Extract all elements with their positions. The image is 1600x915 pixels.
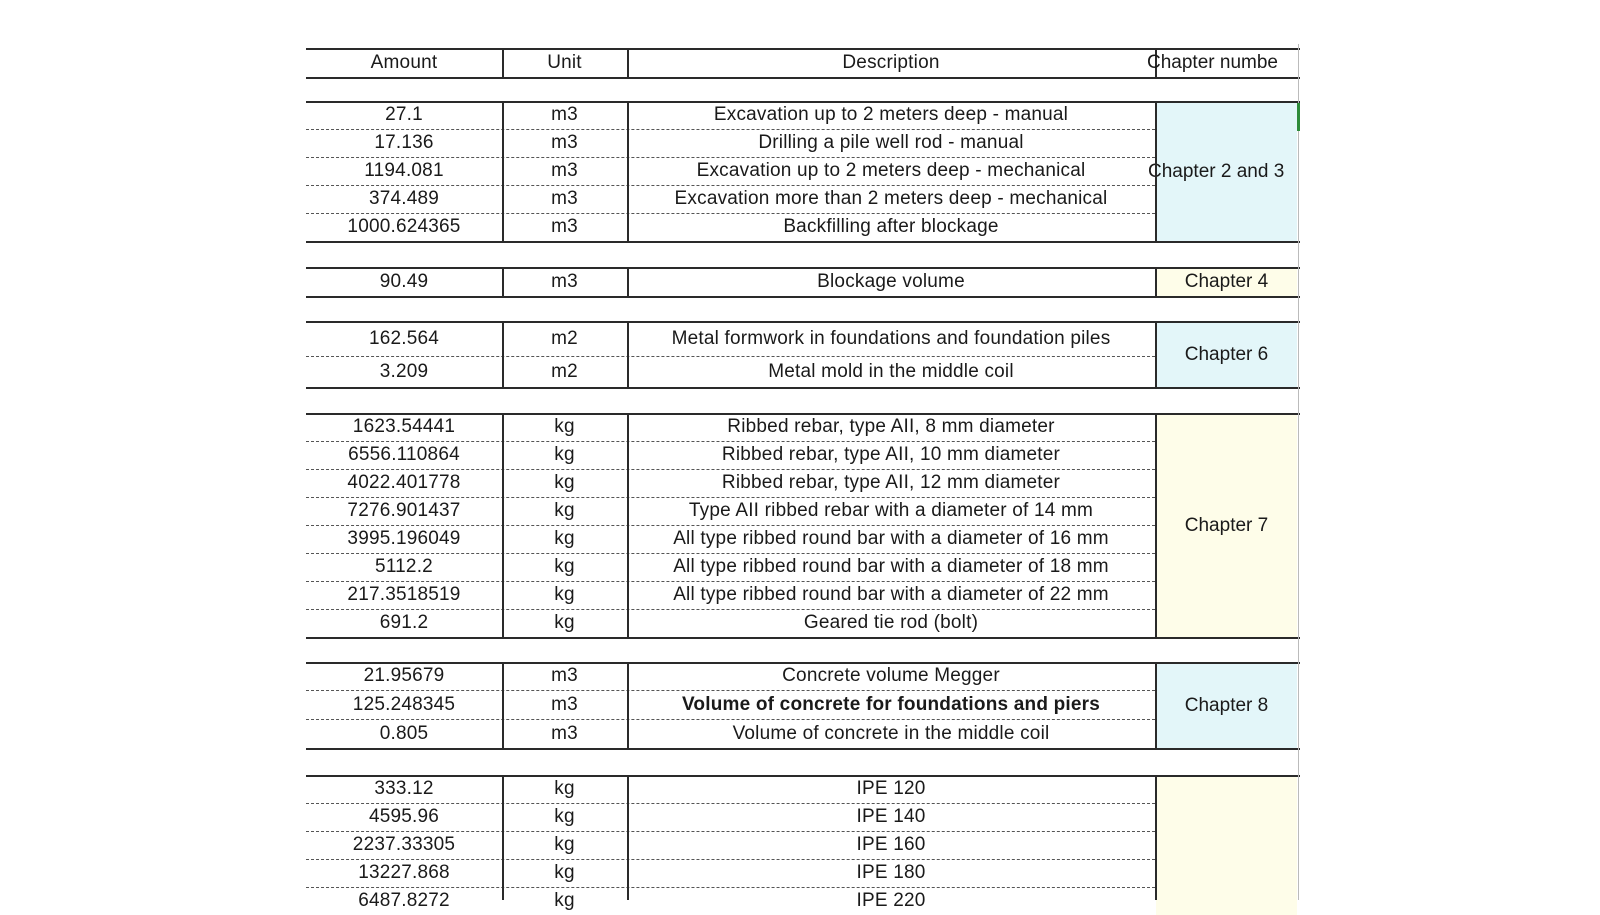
chapter-cell[interactable] bbox=[1156, 268, 1297, 296]
unit-cell[interactable]: m3 bbox=[551, 216, 578, 237]
description-cell[interactable]: Backfilling after blockage bbox=[783, 216, 999, 237]
amount-cell[interactable]: 7276.901437 bbox=[347, 500, 461, 521]
grid-line bbox=[306, 637, 1300, 639]
grid-line bbox=[306, 77, 1300, 79]
column-divider bbox=[1155, 662, 1157, 748]
column-divider bbox=[1155, 775, 1157, 900]
amount-cell[interactable]: 1623.54441 bbox=[352, 416, 456, 437]
unit-cell[interactable]: kg bbox=[554, 862, 575, 883]
amount-cell[interactable]: 21.95679 bbox=[363, 665, 445, 686]
unit-cell[interactable]: kg bbox=[554, 500, 575, 521]
description-cell[interactable]: IPE 140 bbox=[856, 806, 926, 827]
unit-cell[interactable]: m3 bbox=[551, 693, 578, 715]
unit-cell[interactable]: m3 bbox=[551, 665, 578, 686]
chapter-label: Chapter 7 bbox=[1184, 514, 1269, 536]
description-cell[interactable]: Geared tie rod (bolt) bbox=[803, 612, 979, 633]
header-description[interactable]: Description bbox=[842, 51, 940, 73]
unit-cell[interactable]: m2 bbox=[551, 360, 578, 382]
chapter-label: Chapter 4 bbox=[1184, 271, 1269, 292]
amount-cell[interactable]: 4595.96 bbox=[368, 806, 440, 827]
unit-cell[interactable]: m3 bbox=[551, 188, 578, 209]
description-cell[interactable]: Type AII ribbed rebar with a diameter of 14 mm bbox=[688, 500, 1094, 521]
chapter-cell[interactable] bbox=[1156, 776, 1297, 915]
column-divider bbox=[1155, 413, 1157, 637]
unit-cell[interactable]: kg bbox=[554, 890, 575, 911]
column-divider bbox=[1155, 267, 1157, 296]
description-cell[interactable]: Ribbed rebar, type AII, 12 mm diameter bbox=[721, 472, 1061, 493]
chapter-cell[interactable] bbox=[1156, 663, 1297, 748]
amount-cell[interactable]: 13227.868 bbox=[358, 862, 450, 883]
column-divider bbox=[1155, 101, 1157, 241]
column-divider bbox=[1155, 321, 1157, 387]
grid-line bbox=[306, 296, 1300, 298]
amount-cell[interactable]: 1194.081 bbox=[364, 160, 444, 181]
chapter-label: Chapter 2 and 3 bbox=[1148, 160, 1285, 182]
unit-cell[interactable]: kg bbox=[554, 556, 575, 577]
amount-cell[interactable]: 125.248345 bbox=[352, 693, 456, 715]
unit-cell[interactable]: m3 bbox=[551, 104, 578, 125]
unit-cell[interactable]: kg bbox=[554, 834, 575, 855]
unit-cell[interactable]: kg bbox=[554, 584, 575, 605]
unit-cell[interactable]: m3 bbox=[551, 270, 578, 292]
grid-line bbox=[306, 748, 1300, 750]
unit-cell[interactable]: m3 bbox=[551, 132, 578, 153]
amount-cell[interactable]: 374.489 bbox=[368, 188, 440, 209]
description-cell[interactable]: Excavation more than 2 meters deep - mechanical bbox=[674, 188, 1108, 209]
chapter-label: Chapter 8 bbox=[1184, 694, 1269, 716]
amount-cell[interactable]: 6487.8272 bbox=[358, 890, 450, 911]
description-cell[interactable]: Excavation up to 2 meters deep - mechanical bbox=[696, 160, 1086, 181]
unit-cell[interactable]: m2 bbox=[551, 327, 578, 349]
description-cell[interactable]: All type ribbed round bar with a diameter of 18 mm bbox=[673, 556, 1109, 577]
amount-cell[interactable]: 3995.196049 bbox=[347, 528, 461, 549]
amount-cell[interactable]: 3.209 bbox=[379, 360, 429, 382]
description-cell[interactable]: Volume of concrete in the middle coil bbox=[732, 722, 1050, 744]
chapter-cell[interactable] bbox=[1156, 414, 1297, 637]
description-cell[interactable]: Blockage volume bbox=[817, 270, 965, 292]
description-cell[interactable]: Concrete volume Megger bbox=[782, 665, 1000, 686]
amount-cell[interactable]: 217.3518519 bbox=[347, 584, 461, 605]
description-cell[interactable]: Metal mold in the middle coil bbox=[768, 360, 1014, 382]
amount-cell[interactable]: 4022.401778 bbox=[347, 472, 461, 493]
amount-cell[interactable]: 5112.2 bbox=[375, 556, 433, 577]
description-cell[interactable]: All type ribbed round bar with a diameter of 16 mm bbox=[673, 528, 1109, 549]
chapter-cell[interactable] bbox=[1156, 322, 1297, 387]
amount-cell[interactable]: 17.136 bbox=[374, 132, 434, 153]
active-cell-indicator bbox=[1297, 103, 1300, 131]
unit-cell[interactable]: m3 bbox=[551, 722, 578, 744]
column-divider bbox=[1298, 44, 1299, 900]
unit-cell[interactable]: kg bbox=[554, 528, 575, 549]
description-cell[interactable]: Metal formwork in foundations and foundation piles bbox=[671, 327, 1111, 349]
amount-cell[interactable]: 1000.624365 bbox=[347, 216, 461, 237]
grid-line bbox=[306, 387, 1300, 389]
header-chapter-number[interactable] bbox=[1147, 48, 1297, 77]
description-cell[interactable]: Excavation up to 2 meters deep - manual bbox=[713, 104, 1069, 125]
description-cell[interactable]: IPE 180 bbox=[856, 862, 926, 883]
unit-cell[interactable]: kg bbox=[554, 444, 575, 465]
unit-cell[interactable]: kg bbox=[554, 472, 575, 493]
amount-cell[interactable]: 2237.33305 bbox=[352, 834, 456, 855]
description-cell[interactable]: Ribbed rebar, type AII, 10 mm diameter bbox=[721, 444, 1061, 465]
amount-cell[interactable]: 90.49 bbox=[379, 270, 429, 292]
unit-cell[interactable]: kg bbox=[554, 778, 575, 799]
grid-line bbox=[306, 241, 1300, 243]
unit-cell[interactable]: kg bbox=[554, 612, 575, 633]
unit-cell[interactable]: kg bbox=[554, 806, 575, 827]
description-cell[interactable]: IPE 120 bbox=[856, 778, 926, 799]
unit-cell[interactable]: kg bbox=[554, 416, 575, 437]
description-cell[interactable]: All type ribbed round bar with a diameter of 22 mm bbox=[673, 584, 1109, 605]
amount-cell[interactable]: 333.12 bbox=[374, 778, 434, 799]
unit-cell[interactable]: m3 bbox=[551, 160, 578, 181]
chapter-cell[interactable] bbox=[1148, 102, 1297, 241]
description-cell[interactable]: IPE 160 bbox=[856, 834, 926, 855]
amount-cell[interactable]: 6556.110864 bbox=[348, 444, 460, 465]
amount-cell[interactable]: 162.564 bbox=[368, 327, 440, 349]
amount-cell[interactable]: 691.2 bbox=[379, 612, 429, 633]
description-cell[interactable]: Ribbed rebar, type AII, 8 mm diameter bbox=[727, 416, 1055, 437]
header-amount[interactable]: Amount bbox=[370, 51, 438, 73]
amount-cell[interactable]: 27.1 bbox=[385, 104, 423, 125]
header-chapter-label: Chapter numbe bbox=[1147, 51, 1278, 73]
header-unit[interactable]: Unit bbox=[547, 51, 582, 73]
amount-cell[interactable]: 0.805 bbox=[379, 722, 429, 744]
description-cell[interactable]: Volume of concrete for foundations and piers bbox=[681, 693, 1101, 715]
description-cell[interactable]: IPE 220 bbox=[856, 890, 926, 911]
description-cell[interactable]: Drilling a pile well rod - manual bbox=[758, 132, 1024, 153]
chapter-label: Chapter 6 bbox=[1184, 343, 1269, 365]
